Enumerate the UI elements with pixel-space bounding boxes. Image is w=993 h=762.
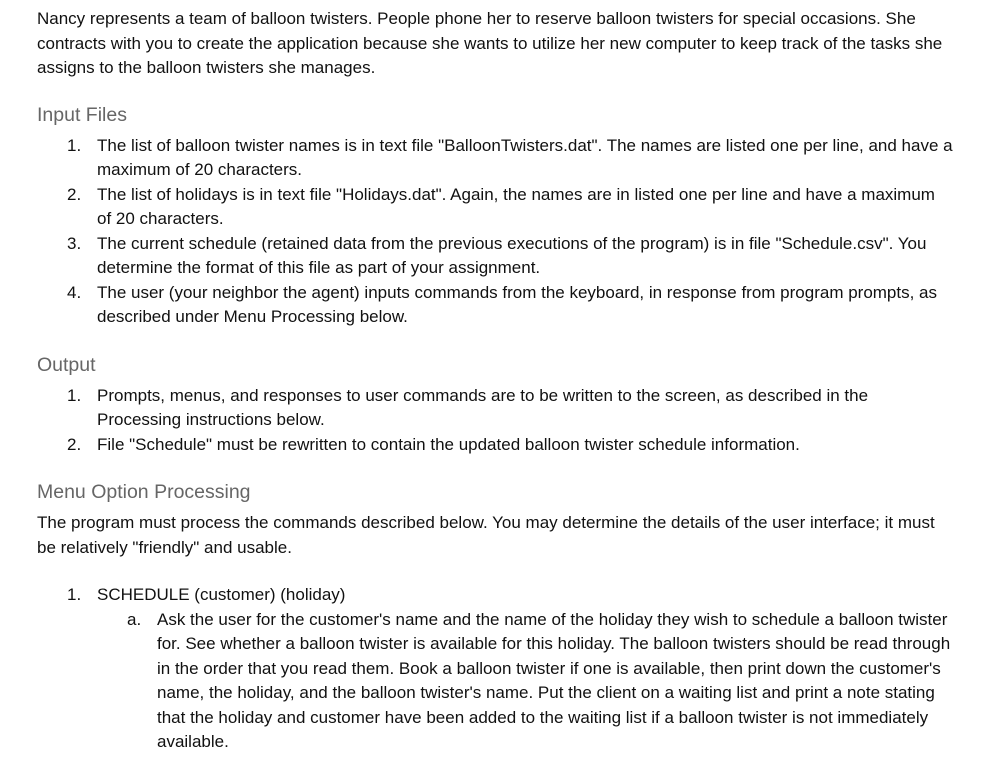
list-item-text: SCHEDULE (customer) (holiday) — [97, 585, 346, 604]
list-item — [37, 281, 953, 330]
list-number: 2. — [67, 184, 82, 204]
list-item-text: File "Schedule" must be rewritten to contain the updated balloon twister schedule information. — [97, 434, 800, 454]
list-number: 1. — [67, 585, 82, 604]
menu-list — [37, 583, 953, 755]
list-number: 3. — [67, 233, 82, 253]
sub-list-item-text: Ask the user for the customer's name and the name of the holiday they wish to schedule a balloon twister for. See whether a balloon twister is available for this holiday. The balloon twisters should be read through in the order that you read them. Book a balloon twister if one is available, then print down the customer's name, the holiday, and the balloon twister's name. Put the client on a waiting list and print a note stating that the holiday and customer have been added to the waiting list if a balloon twister is not immediately available. — [157, 609, 951, 751]
sub-list-letter: a. — [127, 609, 142, 629]
list-item-text: The user (your neighbor the agent) inputs commands from the keyboard, in response from program prompts, as described under Menu Processing below. — [97, 282, 938, 326]
menu-paragraph: The program must process the commands described below. You may determine the details of the user interface; it must be relatively "friendly" and usable. — [37, 513, 935, 557]
list-item — [37, 134, 953, 183]
list-item-text: Prompts, menus, and responses to user commands are to be written to the screen, as described in the Processing instructions below. — [97, 385, 869, 429]
list-item-text: The list of balloon twister names is in text file "BalloonTwisters.dat". The names are listed one per line, and have a maximum of 20 characters. — [97, 135, 953, 179]
list-number: 2. — [67, 434, 82, 454]
sub-list-item — [97, 608, 953, 755]
list-number: 1. — [67, 135, 82, 155]
list-item — [37, 232, 953, 281]
list-item-text: The current schedule (retained data from the previous executions of the program) is in file "Schedule.csv". You determine the format of this file as part of your assignment. — [97, 233, 927, 277]
menu-option-heading: Menu Option Processing — [37, 481, 251, 503]
list-item — [37, 183, 953, 232]
input-files-heading: Input Files — [37, 103, 127, 126]
sub-list — [97, 608, 953, 755]
list-number: 4. — [67, 282, 82, 302]
intro-paragraph: Nancy represents a team of balloon twisters. People phone her to reserve balloon twisters for special occasions. She contracts with you to create the application because she wants to utilize her new computer to keep track of the tasks she assigns to the balloon twisters she manages. — [37, 9, 943, 77]
list-item — [37, 384, 953, 433]
output-heading: Output — [37, 353, 96, 376]
output-list — [37, 384, 953, 458]
list-item — [37, 433, 953, 458]
list-number: 1. — [67, 385, 82, 405]
list-item — [37, 583, 953, 755]
input-files-list — [37, 134, 953, 330]
list-item-text: The list of holidays is in text file "Holidays.dat". Again, the names are in listed one per line and have a maximum of 20 characters. — [97, 184, 935, 228]
